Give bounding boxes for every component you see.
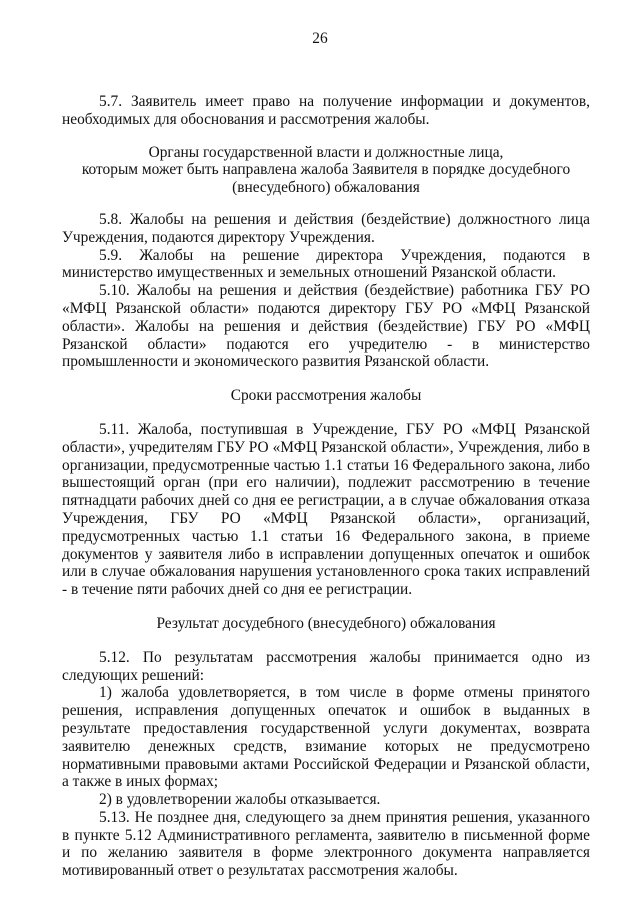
section-heading-appeal-result: Результат досудебного (внесудебного) обжалования [156,614,496,632]
paragraph-5-12: 5.12. По результатам рассмотрения жалобы принимается одно из следующих решений: [62,648,590,684]
section-heading-authorities [62,144,590,197]
paragraph-5-11: 5.11. Жалоба, поступившая в Учреждение, ГБУ РО «МФЦ Рязанской области», учредителям ГБУ РО «МФЦ Рязанской области», Учреждения, либо в организации, предусмотренные частью 1.1 статьи 16 Федерального закона, либо вышестоящий орган (при его наличии), подлежит рассмотрению в течение пятнадцати рабочих дней со дня ее регистрации, а в случае обжалования отказа Учреждения, ГБУ РО «МФЦ Рязанской области», организаций, предусмотренных частью 1.1 статьи 16 Федерального закона, в приеме документов у заявителя либо в исправлении допущенных опечаток и ошибок или в случае обжалования нарушения установленного срока таких исправлений - в течение пяти рабочих дней со дня ее регистрации. [62,420,590,599]
section-heading-review-terms: Сроки рассмотрения жалобы [230,387,422,405]
heading-line: которым может быть направлена жалоба Заявителя в порядке досудебного [81,161,571,179]
page-number: 26 [312,30,328,47]
paragraph-5-9: 5.9. Жалобы на решение директора Учреждения, подаются в министерство имущественных и земельных отношений Рязанской области. [62,246,590,282]
paragraph-5-7: 5.7. Заявитель имеет право на получение информации и документов, необходимых для обоснования и рассмотрения жалобы. [62,93,590,128]
heading-line: Органы государственной власти и должностные лица, [148,143,504,161]
paragraph-5-10: 5.10. Жалобы на решения и действия (бездействие) работника ГБУ РО «МФЦ Рязанской области» подаются директору ГБУ РО «МФЦ Рязанской области». Жалобы на решения и действия (бездействие) ГБУ РО «МФЦ Рязанской области» подаются его учредителю - в министерство промышленности и экономического развития Рязанской области. [62,282,590,371]
paragraph-5-12-item-1: 1) жалоба удовлетворяется, в том числе в форме отмены принятого решения, исправления допущенных опечаток и ошибок в выданных в результате предоставления государственной услуги документах, возврата заявителю денежных средств, взимание которых не предусмотрено нормативными правовыми актами Российской Федерации и Рязанской области, а также в иных формах; [62,684,590,791]
paragraph-5-12-item-2: 2) в удовлетворении жалобы отказывается. [99,791,381,809]
heading-line: (внесудебного) обжалования [232,179,420,197]
document-body [62,93,590,880]
paragraph-5-13: 5.13. Не позднее дня, следующего за днем принятия решения, указанного в пункте 5.12 Административного регламента, заявителю в письменной форме и по желанию заявителя в форме электронного документа направляется мотивированный ответ о результатах рассмотрения жалобы. [62,808,590,880]
paragraph-5-8: 5.8. Жалобы на решения и действия (бездействие) должностного лица Учреждения, подаются директору Учреждения. [62,210,590,246]
